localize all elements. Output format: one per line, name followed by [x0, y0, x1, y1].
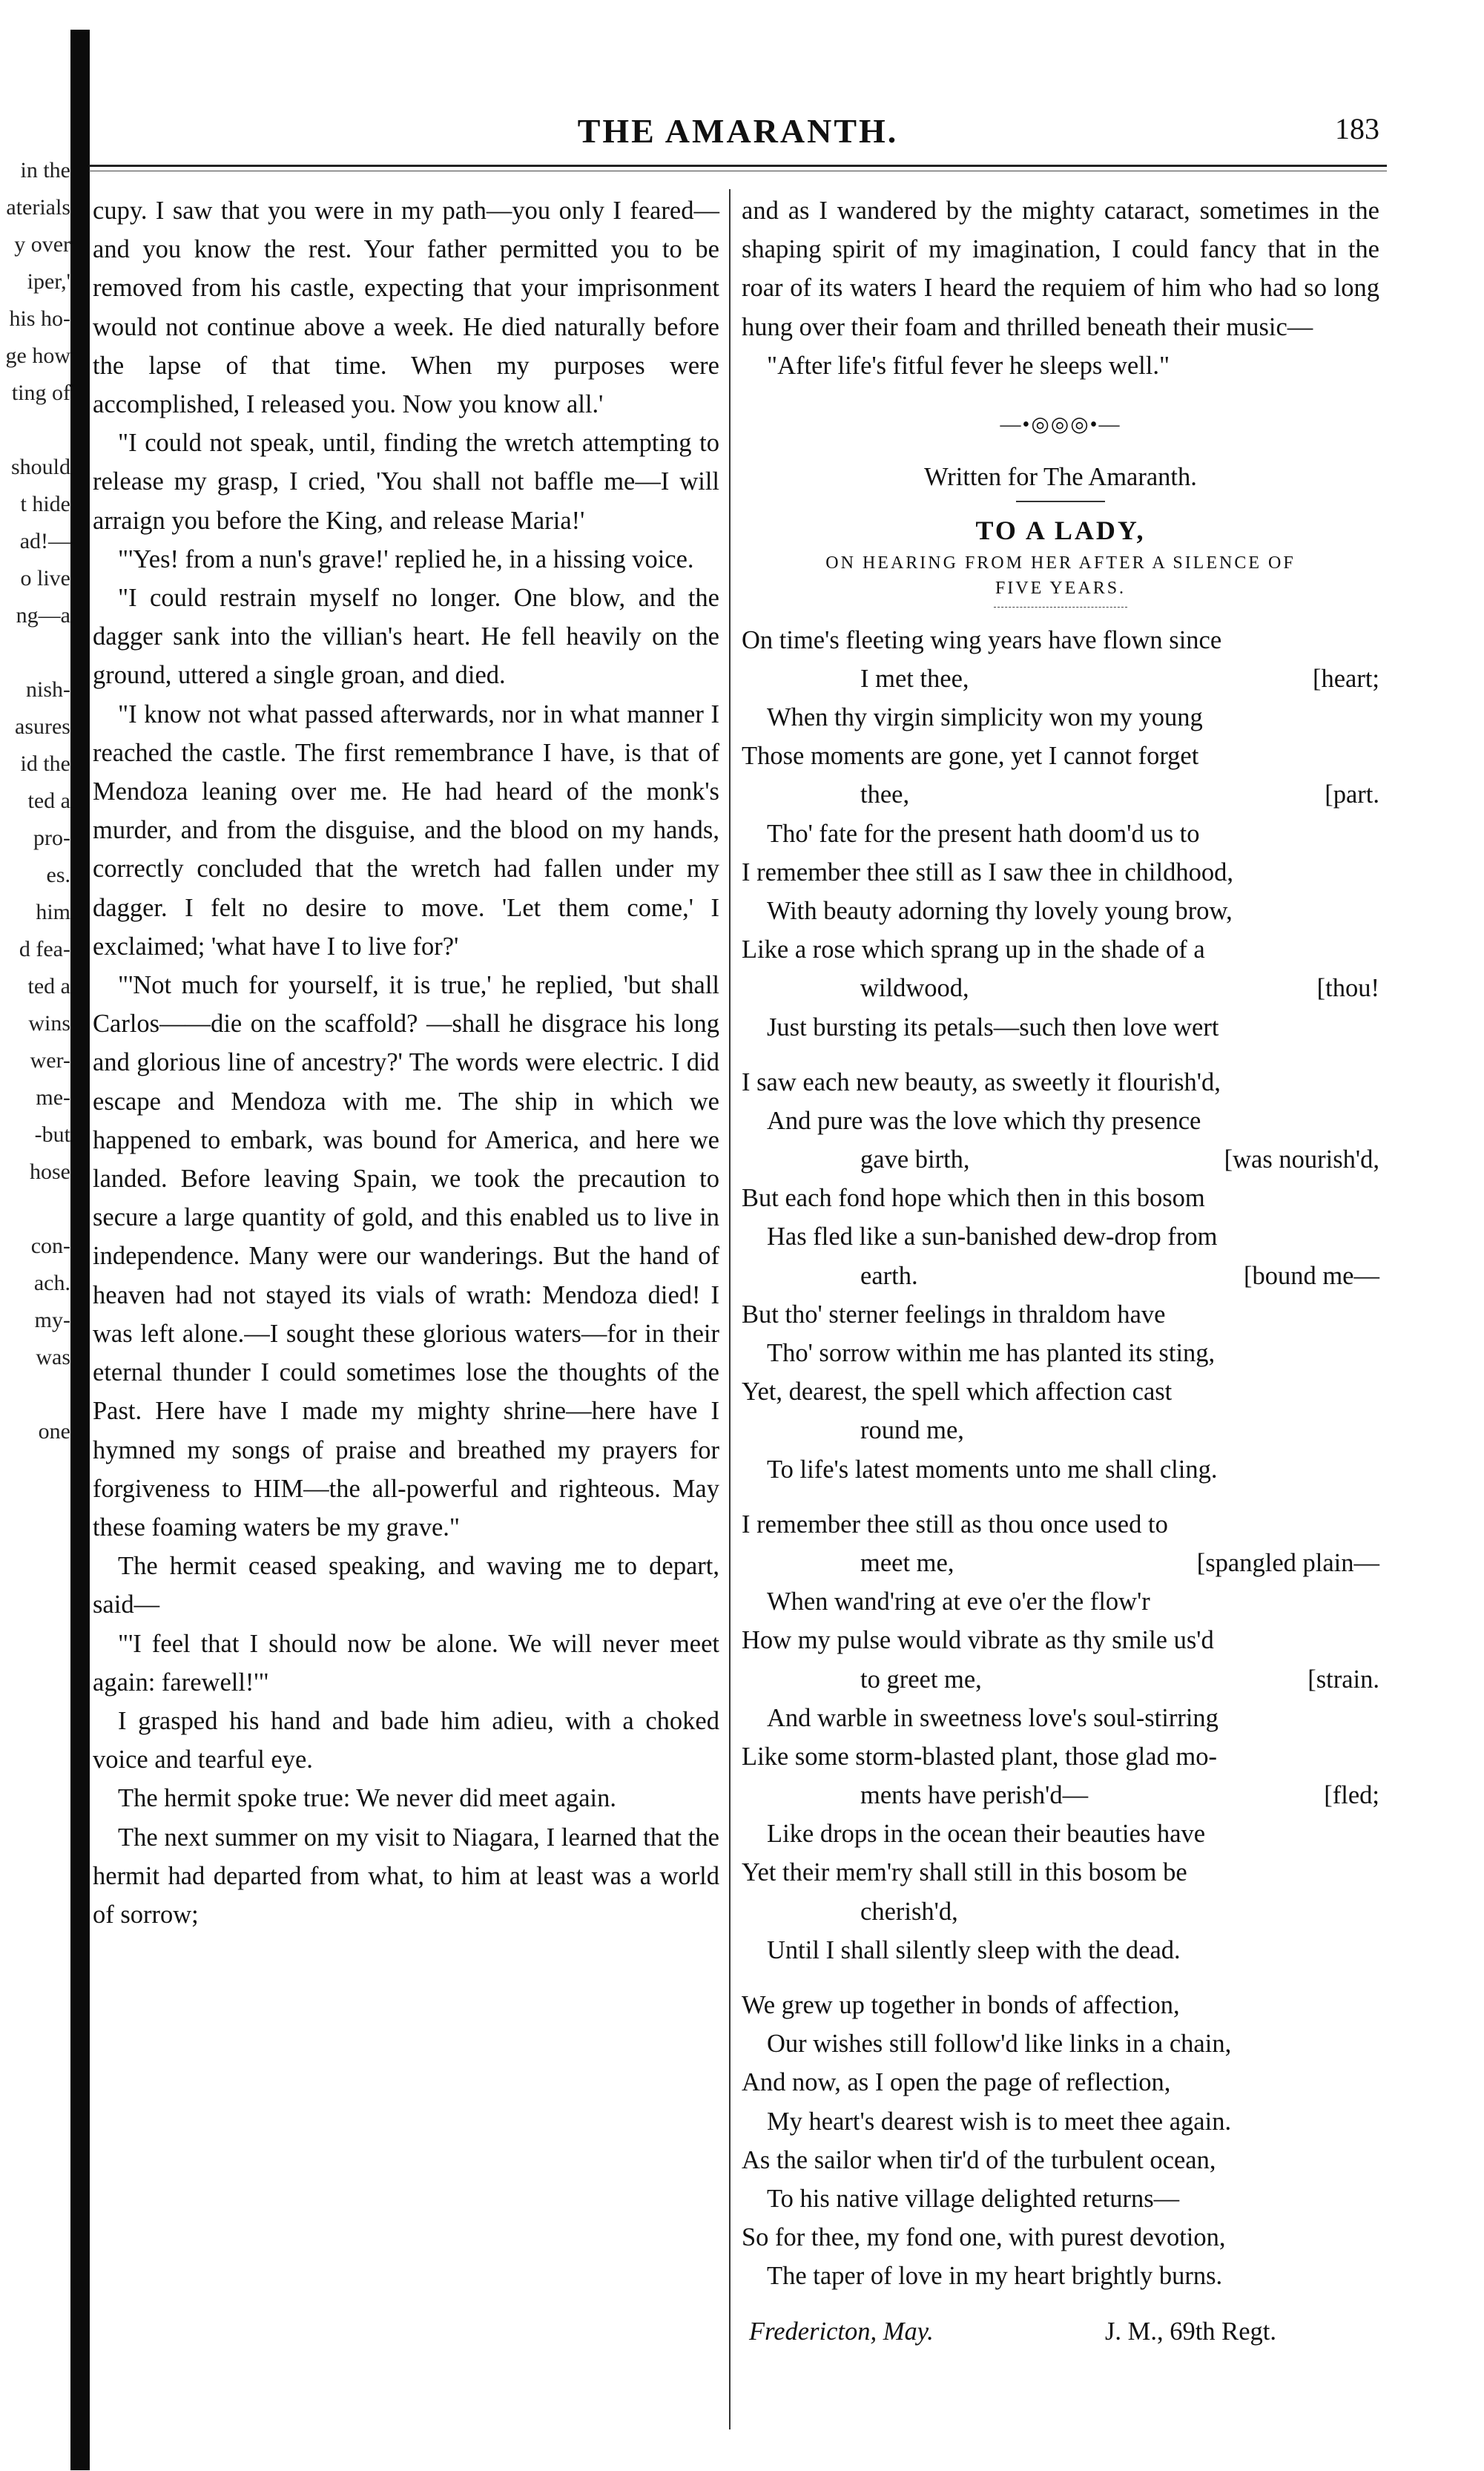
bleed-fragment: ng—a — [16, 603, 70, 628]
poem-line — [742, 1814, 1379, 1853]
bleed-fragment: aterials — [6, 195, 70, 220]
poem-line — [742, 1853, 1379, 1892]
poem-line-text: Like drops in the ocean their beauties have — [767, 1820, 1206, 1849]
paragraph: The hermit ceased speaking, and waving me to depart, said— — [93, 1552, 719, 1619]
poem-line — [742, 2024, 1379, 2063]
bleed-fragment — [0, 1487, 70, 1524]
poem-line — [742, 737, 1379, 775]
poem-line — [742, 621, 1379, 659]
poem-line-text: meet me, — [860, 1548, 954, 1577]
bleed-fragment — [0, 1710, 70, 1747]
paragraph: I grasped his hand and bade him adieu, with a choked voice and tearful eye. — [93, 1706, 719, 1774]
left-column — [93, 191, 719, 1934]
poem-line-text: wildwood, — [860, 974, 969, 1003]
poem-line-text: Tho' sorrow within me has planted its sting, — [767, 1339, 1216, 1367]
bleed-fragment: ted a — [27, 789, 70, 813]
bleed-fragment — [0, 2081, 70, 2118]
bleed-fragment — [0, 1524, 70, 1562]
bleed-fragment: y over — [14, 232, 70, 257]
poem-line-text: My heart's dearest wish is to meet thee again. — [767, 2107, 1232, 2136]
poem-line-turnover: [fled; — [1324, 1781, 1379, 1810]
poem-line — [742, 1931, 1379, 1970]
poem-line-text: So for thee, my fond one, with purest devotion, — [742, 2223, 1226, 2252]
poem-line-turnover: [strain. — [1307, 1665, 1379, 1694]
bleed-fragment: wer- — [30, 1048, 70, 1073]
poem-line-text: Like a rose which sprang up in the shade of a — [742, 935, 1205, 964]
stanza — [742, 1505, 1379, 1970]
bleed-fragment — [0, 2118, 70, 2155]
bleed-fragment: him — [36, 900, 70, 924]
poem-line — [742, 1699, 1379, 1737]
poem-line — [742, 930, 1379, 969]
bleed-fragment — [0, 1636, 70, 1673]
bleed-fragment: -but — [34, 1122, 70, 1147]
bleed-fragment — [0, 1450, 70, 1487]
poem-line-turnover: [was nourish'd, — [1224, 1145, 1379, 1174]
poem-line — [742, 969, 1379, 1007]
poem-line-text: I remember thee still as thou once used to — [742, 1510, 1168, 1539]
poem-line — [742, 2102, 1379, 2141]
bleed-fragment: pro- — [33, 826, 70, 850]
adjacent-page-bleed — [0, 152, 70, 2452]
poem-line-text: ments have perish'd— — [860, 1781, 1089, 1810]
paragraph: "I know not what passed afterwards, nor in what manner I reached the castle. The first remembrance I have, is that of Mendoza leaning over me. He had heard of the monk's murder, and from the disguise, and the blood on my hands, correctly concluded that the wretch had fallen under my dagger. I felt no desire to move. 'Let them come,' I exclaimed; 'what have I to live for?' — [93, 700, 719, 961]
poem-line-text: But tho' sterner feelings in thraldom have — [742, 1300, 1166, 1329]
paragraph: "'Yes! from a nun's grave!' replied he, in a hissing voice. — [118, 544, 694, 573]
poem-line-text: Tho' fate for the present hath doom'd us to — [767, 819, 1200, 848]
bleed-fragment — [0, 1191, 70, 1228]
bleed-fragment — [0, 2044, 70, 2081]
poem-line — [742, 1063, 1379, 1102]
poem-line-text: When wand'ring at eve o'er the flow'r — [767, 1587, 1150, 1616]
bleed-fragment: d fea- — [19, 937, 70, 961]
poem-line-text: And pure was the love which thy presence — [767, 1106, 1201, 1135]
poem-line-text: I met thee, — [860, 664, 969, 693]
poem-line — [742, 659, 1379, 698]
poem-line — [742, 1411, 1379, 1450]
column-divider — [729, 189, 731, 2429]
signature-author: J. M., 69th Regt. — [1105, 2317, 1276, 2346]
bleed-fragment: my- — [34, 1308, 70, 1332]
poem-line — [742, 1737, 1379, 1776]
bleed-fragment: one — [38, 1419, 70, 1444]
bleed-fragment: in the — [20, 158, 70, 182]
poem-subtitle-line-2: FIVE YEARS. — [995, 578, 1127, 598]
paragraph: The next summer on my visit to Niagara, I learned that the hermit had departed from what, to him at least was a world of sorrow; — [93, 1823, 719, 1929]
poem-line-turnover: [heart; — [1312, 664, 1379, 693]
bleed-fragment: was — [36, 1345, 70, 1369]
bleed-fragment: con- — [30, 1234, 70, 1258]
prose-continuation: and as I wandered by the mighty cataract, sometimes in the shaping spirit of my imagination, I could fancy that in the roar of its waters I heard the requiem of him who had so long hung over their foam and thrilled beneath their music— — [742, 197, 1379, 341]
ornament-divider: —•◎◎◎•— — [1000, 413, 1121, 437]
poem-line-text: cherish'd, — [860, 1897, 958, 1926]
bleed-fragment: es. — [46, 863, 70, 887]
poem-line — [742, 1582, 1379, 1621]
poem-line-text: And now, as I open the page of reflection, — [742, 2068, 1171, 2097]
poem-line-text: How my pulse would vibrate as thy smile us'd — [742, 1626, 1214, 1655]
bleed-fragment: ad!— — [19, 529, 70, 553]
paragraph: cupy. I saw that you were in my path—you only I feared—and you know the rest. Your father permitted you to be removed from his castle, expecting that your imprisonment would not continue above a week. He died naturally before the lapse of that time. When my purposes were accomplished, I released you. Now you know all.' — [93, 197, 719, 419]
bleed-fragment: hose — [30, 1159, 70, 1184]
poem-subtitle-line-1: ON HEARING FROM HER AFTER A SILENCE OF — [825, 553, 1296, 573]
quotation: "After life's fitful fever he sleeps well." — [767, 351, 1170, 380]
poem-line-turnover: [bound me— — [1243, 1261, 1379, 1290]
page-number: 183 — [1335, 112, 1379, 145]
poem-line — [742, 1008, 1379, 1047]
poem-line-text: And warble in sweetness love's soul-stirring — [767, 1703, 1218, 1732]
poem-line — [742, 1257, 1379, 1295]
poem-line — [742, 1621, 1379, 1659]
poem-line — [742, 2141, 1379, 2179]
paragraph: "I could restrain myself no longer. One blow, and the dagger sank into the villian's heart. He fell heavily on the ground, uttered a single groan, and died. — [93, 584, 719, 690]
bleed-fragment: iper,' — [27, 269, 70, 294]
paragraph: "I could not speak, until, finding the wretch attempting to release my grasp, I cried, 'You shall not baffle me—I will arraign you before the King, and release Maria!' — [93, 429, 719, 535]
paragraph: "'Not much for yourself, it is true,' he replied, 'but shall Carlos——die on the scaffold? —shall he disgrace his long and glorious line of ancestry?' The words were electric. I did escape and Mendoza with me. The ship in which we happened to embark, was bound for America, and here we landed. Before leaving Spain, we took the precaution to secure a large quantity of gold, and this enabled us to live in independence. Many were our wanderings. But the hand of heaven had not stayed its vials of wrath: Mendoza died! I was left alone.—I sought these glorious waters—for in their eternal thunder I could sometimes lose the thoughts of the Past. Here have I made my mighty shrine—here have I hymned my songs of praise and breathed my prayers for forgiveness to HIM—the all-powerful and righteous. May these foaming waters be my grave." — [93, 971, 719, 1542]
poem-line — [742, 1450, 1379, 1489]
bleed-fragment — [0, 2007, 70, 2044]
binding-shadow — [70, 30, 90, 2470]
poem-line — [742, 853, 1379, 892]
bleed-fragment — [0, 1562, 70, 1599]
bleed-fragment: ach. — [33, 1271, 70, 1295]
right-column — [742, 191, 1379, 2351]
poem-line-text: Those moments are gone, yet I cannot forget — [742, 742, 1199, 771]
poem-line-text: To life's latest moments unto me shall cling. — [767, 1455, 1218, 1484]
poem-line — [742, 1102, 1379, 1140]
bleed-fragment — [0, 1970, 70, 2007]
stanza — [742, 621, 1379, 1047]
running-title: THE AMARANTH. — [577, 112, 899, 150]
bleed-fragment — [0, 1821, 70, 1858]
bleed-fragment — [0, 1932, 70, 1970]
short-rule — [1016, 501, 1105, 502]
poem-line-text: round me, — [860, 1416, 964, 1445]
poem-line — [742, 698, 1379, 737]
poem-line — [742, 2179, 1379, 2218]
bleed-fragment — [0, 634, 70, 671]
poem-line-text: I remember thee still as I saw thee in childhood, — [742, 858, 1233, 886]
bleed-fragment: id the — [20, 751, 70, 776]
bleed-fragment: asures — [15, 714, 70, 739]
poem-line — [742, 892, 1379, 930]
bleed-fragment: should — [10, 455, 70, 479]
poem-line-text: Yet, dearest, the spell which affection cast — [742, 1378, 1173, 1406]
poem-line-text: With beauty adorning thy lovely young brow, — [767, 896, 1233, 925]
poem-line-text: When thy virgin simplicity won my young — [767, 703, 1203, 731]
poem-line-text: earth. — [860, 1261, 918, 1290]
poem-line-text: Like some storm-blasted plant, those glad mo- — [742, 1742, 1217, 1771]
bleed-fragment — [0, 1895, 70, 1932]
bleed-fragment — [0, 2155, 70, 2192]
bleed-fragment — [0, 1599, 70, 1636]
bleed-fragment: nish- — [26, 677, 70, 702]
poem-body — [742, 621, 1379, 2296]
bleed-fragment: ge how — [5, 343, 70, 368]
poem-line — [742, 1986, 1379, 2024]
poem-line-text: We grew up together in bonds of affection, — [742, 1991, 1180, 2019]
bleed-fragment — [0, 1376, 70, 1413]
poem-line-text: Our wishes still follow'd like links in a chain, — [767, 2030, 1232, 2059]
bleed-fragment — [0, 1673, 70, 1710]
poem-line — [742, 2257, 1379, 2295]
bleed-fragment — [0, 1784, 70, 1821]
poem-line — [742, 775, 1379, 814]
poem-line-turnover: [thou! — [1316, 974, 1379, 1003]
bleed-fragment: wins — [28, 1011, 70, 1036]
bleed-fragment — [0, 2229, 70, 2266]
poem-line-text: I saw each new beauty, as sweetly it flourish'd, — [742, 1067, 1221, 1096]
signature — [742, 2312, 1379, 2351]
poem-line-turnover: [part. — [1325, 780, 1379, 809]
poem-line-turnover: [spangled plain— — [1196, 1548, 1379, 1577]
poem-line — [742, 1505, 1379, 1544]
bleed-fragment: ting of — [11, 381, 70, 405]
poem-line-text: Just bursting its petals—such then love wert — [767, 1013, 1219, 1042]
bleed-fragment — [0, 2266, 70, 2303]
poem-line-text: thee, — [860, 780, 910, 809]
written-for-note: Written for The Amaranth. — [924, 463, 1197, 492]
poem-line — [742, 2063, 1379, 2102]
header-rule — [89, 165, 1387, 167]
poem-line-text: Yet their mem'ry shall still in this bosom be — [742, 1858, 1187, 1887]
poem-line — [742, 1140, 1379, 1179]
paragraph: "'I feel that I should now be alone. We will never meet again: farewell!'" — [93, 1629, 719, 1697]
bleed-fragment: ted a — [27, 974, 70, 998]
signature-place: Fredericton, May. — [749, 2317, 934, 2346]
poem-line-text: Has fled like a sun-banished dew-drop from — [767, 1223, 1218, 1251]
bleed-fragment: o live — [20, 566, 70, 590]
poem-line — [742, 1217, 1379, 1256]
poem-line — [742, 1660, 1379, 1699]
stanza — [742, 1063, 1379, 1489]
poem-title: TO A LADY, — [975, 516, 1146, 546]
poem-line-text: Until I shall silently sleep with the dead. — [767, 1935, 1181, 1964]
subtitle-rule — [994, 607, 1127, 608]
poem-line — [742, 1334, 1379, 1372]
poem-line — [742, 815, 1379, 853]
poem-line — [742, 1372, 1379, 1411]
bleed-fragment: t hide — [20, 492, 70, 516]
bleed-fragment — [0, 412, 70, 449]
poem-line-text: But each fond hope which then in this bosom — [742, 1184, 1205, 1213]
poem-line — [742, 1544, 1379, 1582]
page-header — [96, 111, 1379, 156]
poem-line — [742, 1892, 1379, 1931]
stanza — [742, 1986, 1379, 2296]
bleed-fragment — [0, 2303, 70, 2340]
paragraph: The hermit spoke true: We never did meet again. — [118, 1784, 616, 1813]
bleed-fragment — [0, 1858, 70, 1895]
poem-line-text: to greet me, — [860, 1665, 982, 1694]
bleed-fragment — [0, 2192, 70, 2229]
poem-line-text: On time's fleeting wing years have flown since — [742, 625, 1222, 654]
poem-line — [742, 2218, 1379, 2257]
poem-line — [742, 1295, 1379, 1334]
bleed-fragment: me- — [36, 1085, 70, 1110]
poem-line-text: As the sailor when tir'd of the turbulent ocean, — [742, 2145, 1216, 2174]
bleed-fragment — [0, 1747, 70, 1784]
poem-line-text: gave birth, — [860, 1145, 970, 1174]
poem-line-text: To his native village delighted returns— — [767, 2184, 1180, 2213]
poem-line — [742, 1776, 1379, 1814]
bleed-fragment: his ho- — [9, 306, 70, 331]
poem-line-text: The taper of love in my heart brightly burns. — [767, 2262, 1223, 2291]
poem-line — [742, 1179, 1379, 1217]
